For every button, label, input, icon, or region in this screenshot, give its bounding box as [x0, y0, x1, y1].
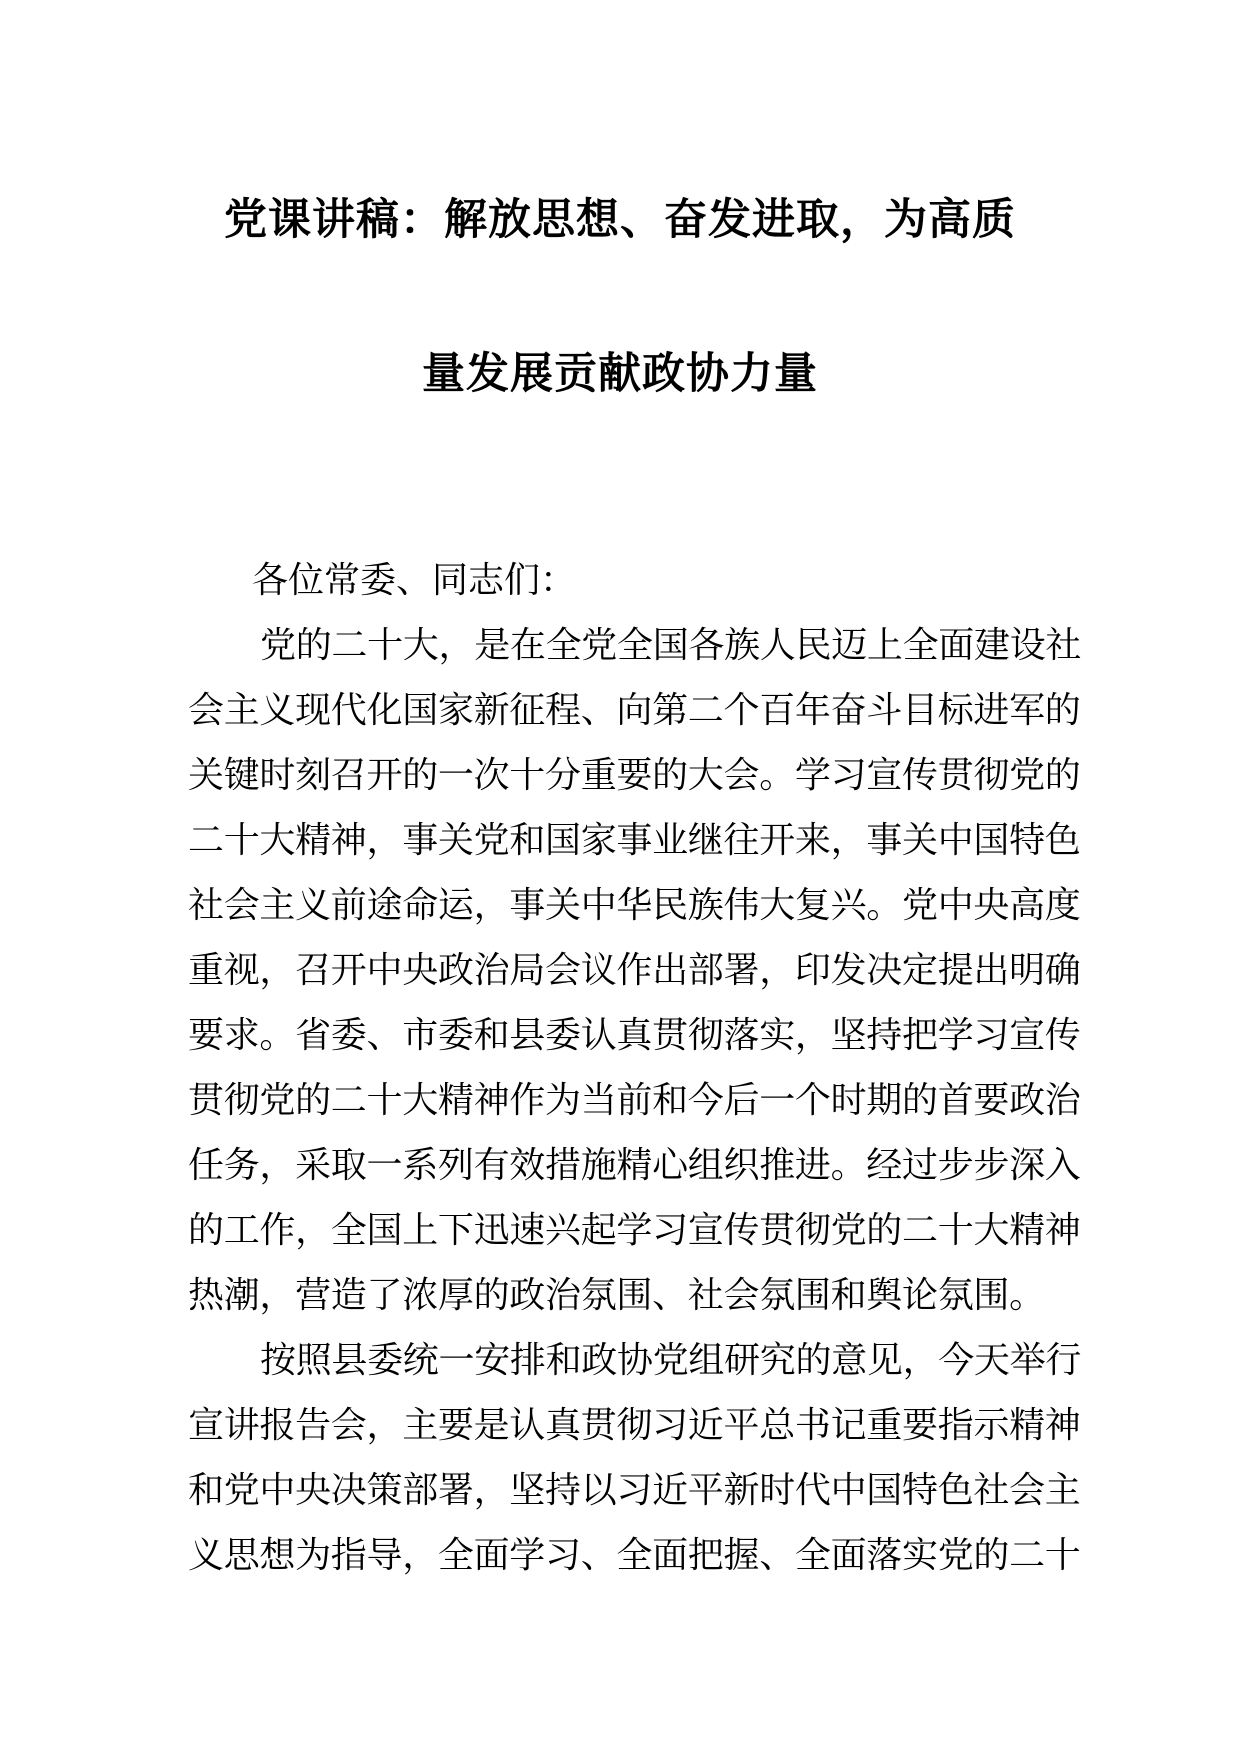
paragraph-1 [188, 613, 1082, 1328]
paragraph-line: 会主义现代化国家新征程、向第二个百年奋斗目标进军的 [188, 690, 1081, 731]
paragraph-line: 贯彻党的二十大精神作为当前和今后一个时期的首要政治 [188, 1080, 1081, 1121]
paragraph-line: 重视，召开中央政治局会议作出部署，印发决定提出明确 [188, 950, 1081, 991]
paragraph-line: 社会主义前途命运，事关中华民族伟大复兴。党中央高度 [188, 885, 1081, 926]
paragraph-line: 党的二十大，是在全党全国各族人民迈上全面建设社 [260, 625, 1082, 666]
salutation: 各位常委、同志们： [252, 560, 577, 601]
paragraph-line: 热潮，营造了浓厚的政治氛围、社会氛围和舆论氛围。 [188, 1275, 1045, 1316]
paragraph-line: 和党中央决策部署，坚持以习近平新时代中国特色社会主 [188, 1470, 1081, 1511]
title-line-2: 量发展贡献政协力量 [422, 349, 818, 399]
document-title [150, 196, 1090, 398]
paragraph-line: 要求。省委、市委和县委认真贯彻落实，坚持把学习宣传 [188, 1015, 1081, 1056]
paragraph-line: 二十大精神，事关党和国家事业继往开来，事关中国特色 [188, 820, 1081, 861]
paragraph-line: 义思想为指导，全面学习、全面把握、全面落实党的二十 [188, 1535, 1081, 1576]
paragraph-line: 关键时刻召开的一次十分重要的大会。学习宣传贯彻党的 [188, 755, 1081, 796]
paragraph-line: 任务，采取一系列有效措施精心组织推进。经过步步深入 [188, 1145, 1081, 1186]
paragraph-line: 的工作，全国上下迅速兴起学习宣传贯彻党的二十大精神 [188, 1210, 1081, 1251]
paragraph-line: 宣讲报告会，主要是认真贯彻习近平总书记重要指示精神 [188, 1405, 1081, 1446]
title-line-1: 党课讲稿：解放思想、奋发进取，为高质 [224, 195, 1016, 245]
document-body [188, 548, 1082, 1588]
paragraph-2 [188, 1328, 1082, 1588]
paragraph-line: 按照县委统一安排和政协党组研究的意见，今天举行 [260, 1340, 1082, 1381]
